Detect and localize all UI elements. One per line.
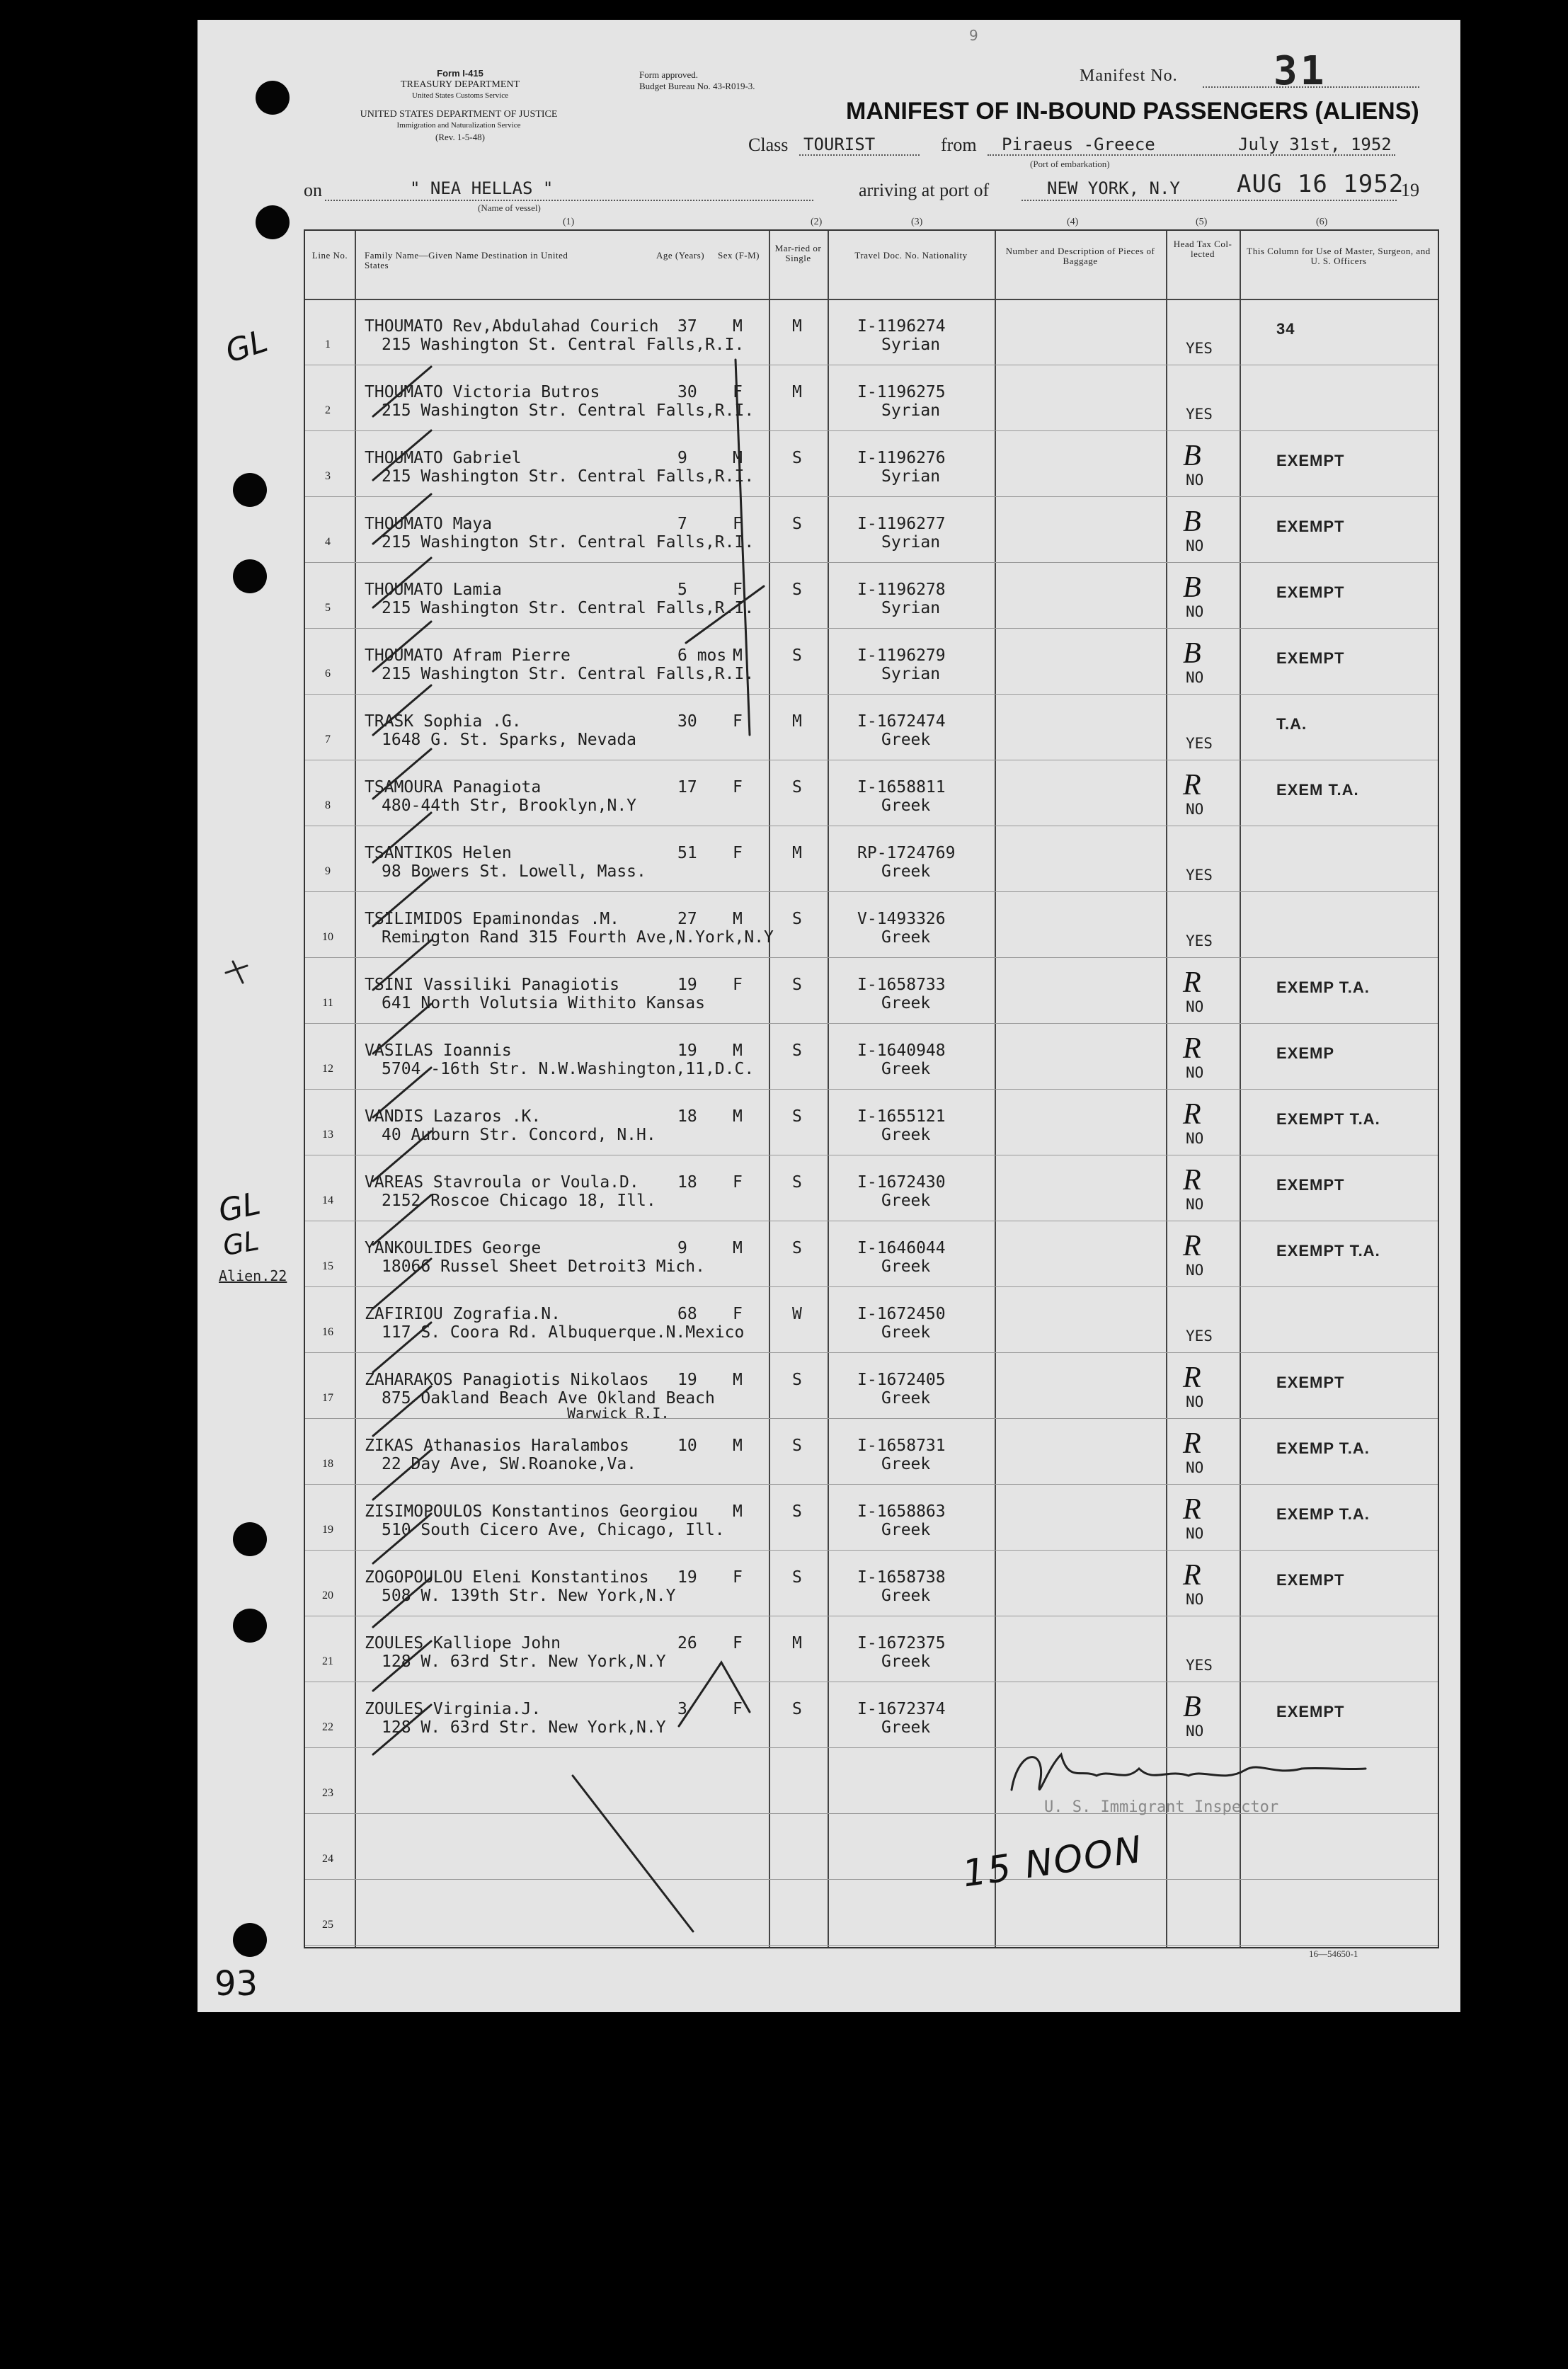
destination: 18066 Russel Sheet Detroit3 Mich. xyxy=(382,1257,705,1276)
officer-note: 34 xyxy=(1276,320,1295,338)
officer-note: EXEMPT xyxy=(1276,1571,1345,1589)
destination: 128 W. 63rd Str. New York,N.Y xyxy=(382,1718,666,1737)
travel-doc-no: I-1672430 xyxy=(857,1173,946,1192)
head-tax: NO xyxy=(1186,1064,1204,1081)
nationality: Greek xyxy=(881,1521,931,1539)
col-num-3: (3) xyxy=(911,217,923,227)
head-tax: NO xyxy=(1186,1262,1204,1279)
travel-doc-no: I-1196278 xyxy=(857,581,946,599)
form-approved: Form approved. xyxy=(639,69,699,80)
row-number: 21 xyxy=(322,1655,333,1667)
row-number: 23 xyxy=(322,1787,333,1799)
head-tax: NO xyxy=(1186,1196,1204,1213)
destination: 508 W. 139th Str. New York,N.Y xyxy=(382,1587,676,1605)
nationality: Greek xyxy=(881,1060,931,1078)
passenger-sex: M xyxy=(733,1041,743,1060)
signature xyxy=(1012,1754,1366,1790)
nationality: Syrian xyxy=(881,401,941,420)
row-number: 25 xyxy=(322,1919,333,1931)
destination: 480-44th Str, Brooklyn,N.Y xyxy=(382,797,637,815)
head-tax-mark: R xyxy=(1183,1164,1201,1197)
travel-doc-no: I-1655121 xyxy=(857,1107,946,1126)
passenger-age: 17 xyxy=(677,778,697,797)
destination: Remington Rand 315 Fourth Ave,N.York,N.Y xyxy=(382,928,774,947)
passenger-name: TSINI Vassiliki Panagiotis xyxy=(365,976,620,994)
nationality: Greek xyxy=(881,994,931,1012)
destination: 40 Auburn Str. Concord, N.H. xyxy=(382,1126,656,1144)
noon-stamp: 15 NOON xyxy=(960,1828,1146,1896)
col-num-1: (1) xyxy=(563,217,575,227)
head-tax: NO xyxy=(1186,472,1204,489)
row-number: 17 xyxy=(322,1392,333,1404)
passenger-name: THOUMATO Maya xyxy=(365,515,493,533)
passenger-sex: F xyxy=(733,712,743,731)
travel-doc-no: I-1672405 xyxy=(857,1371,946,1389)
head-tax: NO xyxy=(1186,1130,1204,1147)
marital-status: W xyxy=(792,1305,802,1323)
officer-note: EXEMP T.A. xyxy=(1276,1505,1370,1523)
head-tax: NO xyxy=(1186,603,1204,620)
passenger-sex: M xyxy=(733,910,743,928)
head-tax-mark: B xyxy=(1183,1691,1201,1723)
head-tax-mark: B xyxy=(1183,506,1201,538)
marital-status: S xyxy=(792,449,802,467)
passenger-sex: F xyxy=(733,1568,743,1587)
row-number: 15 xyxy=(322,1260,333,1272)
nationality: Greek xyxy=(881,797,931,815)
col-head-age: Age (Years) xyxy=(656,250,705,261)
head-tax: YES xyxy=(1186,1328,1213,1345)
head-tax-mark: R xyxy=(1183,769,1201,801)
passenger-name: TRASK Sophia .G. xyxy=(365,712,522,731)
row-number: 4 xyxy=(325,536,331,548)
row-number: 10 xyxy=(322,931,333,943)
on-label: on xyxy=(304,180,322,200)
passenger-name: THOUMATO Gabriel xyxy=(365,449,522,467)
destination-line2: Warwick R.I. xyxy=(567,1405,670,1422)
vessel-name: " NEA HELLAS " xyxy=(410,178,554,198)
destination: 215 Washington Str. Central Falls,R.I. xyxy=(382,401,755,420)
travel-doc-no: I-1196279 xyxy=(857,646,946,665)
passenger-age: 7 xyxy=(677,515,687,533)
arrival-date-stamp: AUG 16 1952 xyxy=(1237,170,1404,198)
destination: 215 Washington Str. Central Falls,R.I. xyxy=(382,467,755,486)
officer-note: EXEMPT xyxy=(1276,518,1345,535)
travel-doc-no: I-1658738 xyxy=(857,1568,946,1587)
passenger-sex: F xyxy=(733,844,743,862)
head-tax-mark: R xyxy=(1183,1032,1201,1065)
passenger-sex: F xyxy=(733,1173,743,1192)
col-head-headtax: Head Tax Col-lected xyxy=(1173,239,1232,259)
marital-status: S xyxy=(792,910,802,928)
officer-note: EXEMPT xyxy=(1276,1374,1345,1391)
head-tax-mark: B xyxy=(1183,440,1201,472)
travel-doc-no: I-1196274 xyxy=(857,317,946,336)
travel-doc-no: I-1672374 xyxy=(857,1700,946,1718)
passenger-sex: F xyxy=(733,778,743,797)
head-tax: NO xyxy=(1186,669,1204,686)
class-label: Class xyxy=(748,135,789,155)
arrival-port: NEW YORK, N.Y xyxy=(1047,178,1180,198)
head-tax-mark: R xyxy=(1183,1427,1201,1460)
passenger-age: 6 mos xyxy=(677,646,727,665)
passenger-age: 19 xyxy=(677,976,697,994)
travel-doc-no: I-1196276 xyxy=(857,449,946,467)
col-num-4: (4) xyxy=(1067,217,1079,227)
marital-status: S xyxy=(792,1502,802,1521)
gl-annotation: GL xyxy=(215,1185,264,1230)
nationality: Greek xyxy=(881,1192,931,1210)
footer-code: 16—54650-1 xyxy=(1309,1948,1358,1959)
dept-justice: UNITED STATES DEPARTMENT OF JUSTICE xyxy=(360,109,558,120)
row-number: 6 xyxy=(325,668,331,680)
marital-status: M xyxy=(792,383,802,401)
passenger-sex: F xyxy=(733,1700,743,1718)
col-num-6: (6) xyxy=(1316,217,1328,227)
marital-status: S xyxy=(792,646,802,665)
destination: 215 Washington St. Central Falls,R.I. xyxy=(382,336,745,354)
port-embark-caption: (Port of embarkation) xyxy=(1030,159,1110,169)
head-tax: NO xyxy=(1186,1525,1204,1542)
head-tax: NO xyxy=(1186,1459,1204,1476)
officer-note: EXEMPT T.A. xyxy=(1276,1110,1380,1128)
passenger-name: THOUMATO Afram Pierre xyxy=(365,646,571,665)
head-tax-mark: R xyxy=(1183,966,1201,999)
col-head-name: Family Name—Given Name Destination in United States xyxy=(365,250,568,270)
alien-note: Alien.22 xyxy=(219,1267,287,1284)
passenger-sex: F xyxy=(733,1305,743,1323)
marital-status: S xyxy=(792,778,802,797)
head-tax-mark: B xyxy=(1183,571,1201,604)
col-head-officers: This Column for Use of Master, Surgeon, and U. S. Officers xyxy=(1247,246,1431,266)
marital-status: S xyxy=(792,1700,802,1718)
passenger-sex: F xyxy=(733,976,743,994)
passenger-name: TSANTIKOS Helen xyxy=(365,844,512,862)
head-tax: NO xyxy=(1186,998,1204,1015)
nationality: Syrian xyxy=(881,665,941,683)
pen-marks xyxy=(198,20,1460,2012)
nationality: Greek xyxy=(881,731,931,749)
passenger-sex: F xyxy=(733,1634,743,1652)
head-tax: YES xyxy=(1186,735,1213,752)
marital-status: S xyxy=(792,1371,802,1389)
row-number: 16 xyxy=(322,1326,333,1338)
marital-status: S xyxy=(792,1239,802,1257)
passenger-sex: M xyxy=(733,1107,743,1126)
marital-status: S xyxy=(792,515,802,533)
marital-status: S xyxy=(792,1568,802,1587)
nationality: Greek xyxy=(881,1652,931,1671)
manifest-sheet xyxy=(198,20,1460,2012)
dept-justice-sub: Immigration and Naturalization Service xyxy=(396,121,521,130)
travel-doc-no: I-1196277 xyxy=(857,515,946,533)
destination: 215 Washington Str. Central Falls,R.I. xyxy=(382,533,755,552)
row-number: 20 xyxy=(322,1589,333,1602)
head-tax: NO xyxy=(1186,537,1204,554)
head-tax: YES xyxy=(1186,340,1213,357)
row-number: 11 xyxy=(322,997,333,1009)
destination: 22 Day Ave, SW.Roanoke,Va. xyxy=(382,1455,637,1473)
row-number: 9 xyxy=(325,865,331,877)
nationality: Syrian xyxy=(881,467,941,486)
passenger-age: 18 xyxy=(677,1173,697,1192)
nationality: Greek xyxy=(881,1126,931,1144)
nationality: Greek xyxy=(881,1587,931,1605)
destination: 2152 Roscoe Chicago 18, Ill. xyxy=(382,1192,656,1210)
head-tax: NO xyxy=(1186,1591,1204,1608)
officer-note: EXEMPT xyxy=(1276,649,1345,667)
row-number: 7 xyxy=(325,733,331,746)
destination: 215 Washington Str. Central Falls,R.I. xyxy=(382,599,755,617)
year-suffix: 19 xyxy=(1401,180,1419,200)
officer-note: EXEMP xyxy=(1276,1044,1335,1062)
departure-date: July 31st, 1952 xyxy=(1238,135,1392,154)
travel-doc-no: I-1672474 xyxy=(857,712,946,731)
passenger-name: ZAFIRIOU Zografia.N. xyxy=(365,1305,561,1323)
travel-doc-no: I-1646044 xyxy=(857,1239,946,1257)
passenger-age: 19 xyxy=(677,1371,697,1389)
destination: 98 Bowers St. Lowell, Mass. xyxy=(382,862,646,881)
row-number: 22 xyxy=(322,1721,333,1733)
row-number: 2 xyxy=(325,404,331,416)
passenger-name: VANDIS Lazaros .K. xyxy=(365,1107,542,1126)
from-value: Piraeus -Greece xyxy=(1002,135,1155,154)
dept-treasury: TREASURY DEPARTMENT xyxy=(400,79,520,90)
passenger-age: 26 xyxy=(677,1634,697,1652)
travel-doc-no: I-1658863 xyxy=(857,1502,946,1521)
form-number: Form I-415 xyxy=(437,68,483,79)
passenger-age: 10 xyxy=(677,1437,697,1455)
marital-status: S xyxy=(792,1437,802,1455)
passenger-name: VASILAS Ioannis xyxy=(365,1041,512,1060)
head-tax: NO xyxy=(1186,1393,1204,1410)
passenger-age: 27 xyxy=(677,910,697,928)
passenger-age: 3 xyxy=(677,1700,687,1718)
officer-note: EXEMP T.A. xyxy=(1276,978,1370,996)
destination: 1648 G. St. Sparks, Nevada xyxy=(382,731,637,749)
head-tax: YES xyxy=(1186,867,1213,884)
col-head-line: Line No. xyxy=(311,250,348,261)
budget-bureau: Budget Bureau No. 43-R019-3. xyxy=(639,81,755,91)
row-number: 3 xyxy=(325,470,331,482)
travel-doc-no: I-1658731 xyxy=(857,1437,946,1455)
row-number: 1 xyxy=(325,338,331,350)
destination: 128 W. 63rd Str. New York,N.Y xyxy=(382,1652,666,1671)
travel-doc-no: I-1640948 xyxy=(857,1041,946,1060)
passenger-name: TSAMOURA Panagiota xyxy=(365,778,542,797)
officer-note: EXEMPT T.A. xyxy=(1276,1242,1380,1260)
marital-status: S xyxy=(792,1107,802,1126)
col-head-baggage: Number and Description of Pieces of Baggage xyxy=(1005,246,1155,266)
col-head-married: Mar-ried or Single xyxy=(774,243,822,263)
travel-doc-no: V-1493326 xyxy=(857,910,946,928)
travel-doc-no: I-1672450 xyxy=(857,1305,946,1323)
row-number: 24 xyxy=(322,1853,333,1865)
gl-annotation: GL xyxy=(220,1224,262,1262)
passenger-sex: M xyxy=(733,1239,743,1257)
check-strokes xyxy=(226,360,764,1931)
marital-status: S xyxy=(792,1041,802,1060)
col-head-sex: Sex (F-M) xyxy=(717,250,760,261)
passenger-age: 68 xyxy=(677,1305,697,1323)
manifest-number: 31 xyxy=(1274,48,1327,94)
passenger-sex: F xyxy=(733,383,743,401)
passenger-name: ZISIMOPOULOS Konstantinos Georgiou xyxy=(365,1502,698,1521)
marital-status: M xyxy=(792,317,802,336)
dept-treasury-sub: United States Customs Service xyxy=(412,91,508,100)
nationality: Syrian xyxy=(881,533,941,552)
travel-doc-no: I-1672375 xyxy=(857,1634,946,1652)
col-num-2: (2) xyxy=(811,217,823,227)
head-tax-mark: R xyxy=(1183,1098,1201,1131)
destination: 510 South Cicero Ave, Chicago, Ill. xyxy=(382,1521,725,1539)
nationality: Greek xyxy=(881,928,931,947)
passenger-sex: M xyxy=(733,1371,743,1389)
nationality: Greek xyxy=(881,1257,931,1276)
head-tax: YES xyxy=(1186,932,1213,949)
passenger-name: ZIKAS Athanasios Haralambos xyxy=(365,1437,629,1455)
passenger-name: THOUMATO Victoria Butros xyxy=(365,383,600,401)
col-head-travel: Travel Doc. No. Nationality xyxy=(854,250,968,261)
passenger-name: ZOULES Virginia.J. xyxy=(365,1700,542,1718)
passenger-name: ZAHARAKOS Panagiotis Nikolaos xyxy=(365,1371,649,1389)
passenger-age: 19 xyxy=(677,1568,697,1587)
passenger-age: 9 xyxy=(677,449,687,467)
marital-status: M xyxy=(792,1634,802,1652)
nationality: Greek xyxy=(881,1323,931,1342)
officer-note: EXEMP T.A. xyxy=(1276,1439,1370,1457)
row-number: 5 xyxy=(325,602,331,614)
col-num-5: (5) xyxy=(1196,217,1208,227)
officer-note: EXEMPT xyxy=(1276,583,1345,601)
head-tax: YES xyxy=(1186,406,1213,423)
passenger-sex: M xyxy=(733,317,743,336)
nationality: Greek xyxy=(881,862,931,881)
row-number: 13 xyxy=(322,1129,333,1141)
head-tax-mark: R xyxy=(1183,1230,1201,1262)
passenger-name: ZOGOPOULOU Eleni Konstantinos xyxy=(365,1568,649,1587)
inspector-caption: U. S. Immigrant Inspector xyxy=(1044,1798,1279,1816)
travel-doc-no: I-1658811 xyxy=(857,778,946,797)
passenger-age: 5 xyxy=(677,581,687,599)
vessel-caption: (Name of vessel) xyxy=(478,202,541,213)
marital-status: S xyxy=(792,976,802,994)
passenger-age: 9 xyxy=(677,1239,687,1257)
arriving-label: arriving at port of xyxy=(859,180,990,200)
officer-note: T.A. xyxy=(1276,715,1307,733)
passenger-age: 37 xyxy=(677,317,697,336)
nationality: Syrian xyxy=(881,336,941,354)
head-tax: NO xyxy=(1186,801,1204,818)
nationality: Greek xyxy=(881,1455,931,1473)
destination: 117 S. Coora Rd. Albuquerque.N.Mexico xyxy=(382,1323,745,1342)
passenger-age: 30 xyxy=(677,712,697,731)
head-tax: YES xyxy=(1186,1657,1213,1674)
from-label: from xyxy=(941,135,977,155)
marital-status: M xyxy=(792,844,802,862)
passenger-name: VAREAS Stavroula or Voula.D. xyxy=(365,1173,639,1192)
row-number: 8 xyxy=(325,799,331,811)
row-number: 19 xyxy=(322,1524,333,1536)
passenger-sex: M xyxy=(733,1502,743,1521)
passenger-age: 18 xyxy=(677,1107,697,1126)
officer-note: EXEMPT xyxy=(1276,1176,1345,1194)
passenger-sex: M xyxy=(733,1437,743,1455)
head-tax-mark: R xyxy=(1183,1559,1201,1592)
row-number: 14 xyxy=(322,1194,333,1206)
row-number: 18 xyxy=(322,1458,333,1470)
passenger-name: THOUMATO Lamia xyxy=(365,581,502,599)
travel-doc-no: RP-1724769 xyxy=(857,844,956,862)
officer-note: EXEM T.A. xyxy=(1276,781,1359,799)
head-tax-mark: R xyxy=(1183,1362,1201,1394)
nationality: Greek xyxy=(881,1389,931,1408)
head-tax: NO xyxy=(1186,1723,1204,1740)
travel-doc-no: I-1658733 xyxy=(857,976,946,994)
passenger-sex: M xyxy=(733,449,743,467)
head-tax-mark: B xyxy=(1183,637,1201,670)
head-tax-mark: R xyxy=(1183,1493,1201,1526)
passenger-age: 51 xyxy=(677,844,697,862)
passenger-sex: F xyxy=(733,515,743,533)
manifest-no-label: Manifest No. xyxy=(1080,67,1178,85)
top-mark: 9 xyxy=(969,27,978,44)
passenger-name: THOUMATO Rev,Abdulahad Courich xyxy=(365,317,659,336)
destination: 215 Washington Str. Central Falls,R.I. xyxy=(382,665,755,683)
passenger-age: 19 xyxy=(677,1041,697,1060)
passenger-age: 30 xyxy=(677,383,697,401)
passenger-name: ZOULES Kalliope John xyxy=(365,1634,561,1652)
officer-note: EXEMPT xyxy=(1276,452,1345,469)
passenger-sex: F xyxy=(733,581,743,599)
passenger-name: TSILIMIDOS Epaminondas .M. xyxy=(365,910,620,928)
marital-status: S xyxy=(792,1173,802,1192)
marital-status: M xyxy=(792,712,802,731)
nationality: Greek xyxy=(881,1718,931,1737)
destination: 5704 -16th Str. N.W.Washington,11,D.C. xyxy=(382,1060,755,1078)
destination: 641 North Volutsia Withito Kansas xyxy=(382,994,705,1012)
nationality: Syrian xyxy=(881,599,941,617)
row-number: 12 xyxy=(322,1063,333,1075)
class-value: TOURIST xyxy=(803,135,876,154)
manifest-title: MANIFEST OF IN-BOUND PASSENGERS (ALIENS) xyxy=(846,98,1419,125)
marital-status: S xyxy=(792,581,802,599)
passenger-name: YANKOULIDES George xyxy=(365,1239,542,1257)
destination: 875 Oakland Beach Ave Okland Beach xyxy=(382,1389,715,1408)
margin-number: 93 xyxy=(214,1964,258,2004)
form-revision: (Rev. 1-5-48) xyxy=(435,132,485,142)
passenger-sex: M xyxy=(733,646,743,665)
officer-note: EXEMPT xyxy=(1276,1703,1345,1720)
travel-doc-no: I-1196275 xyxy=(857,383,946,401)
gl-annotation: GL xyxy=(221,323,273,370)
